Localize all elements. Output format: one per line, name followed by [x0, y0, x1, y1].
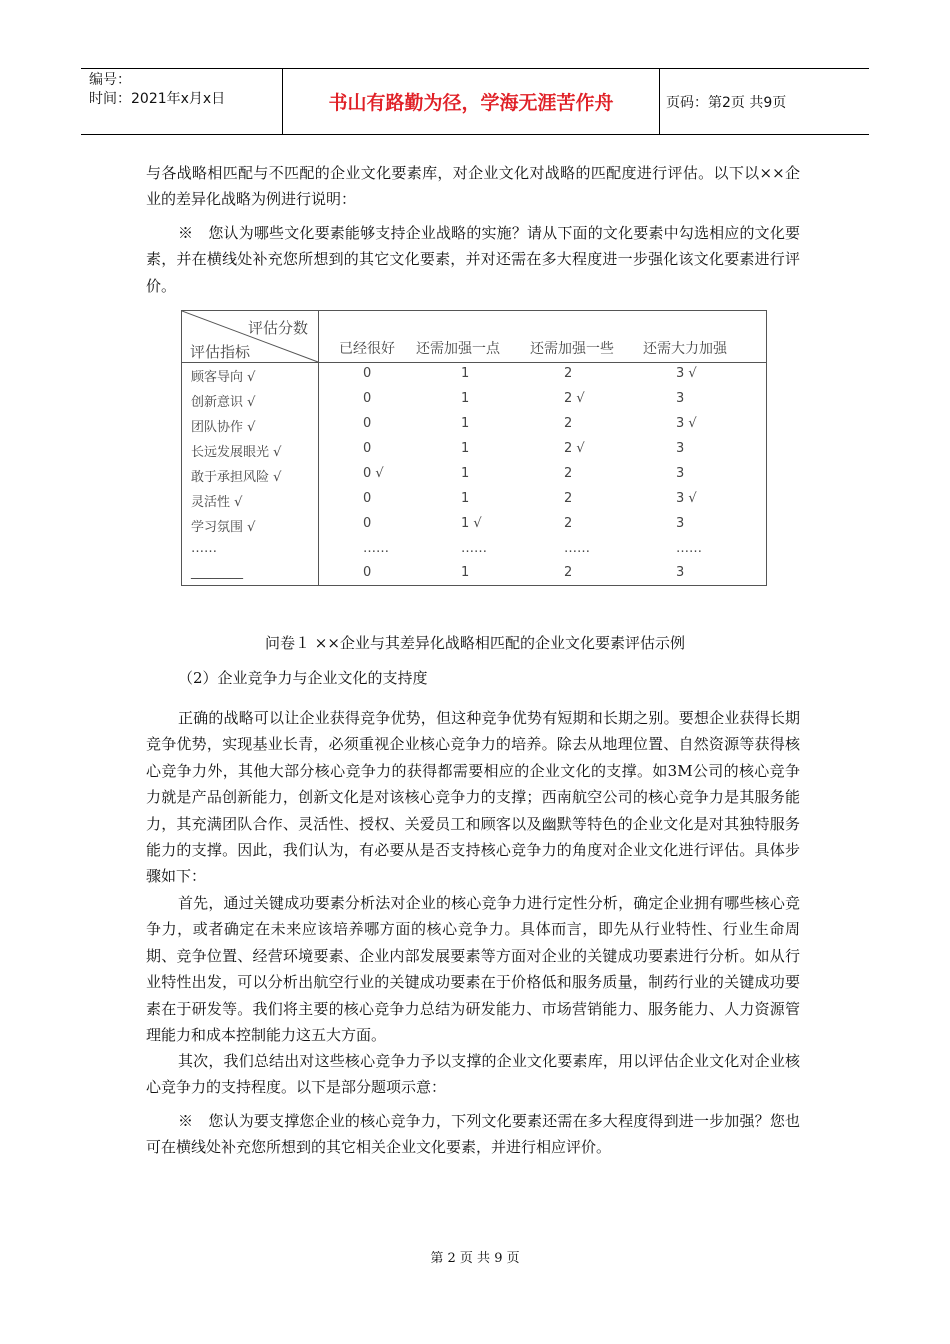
cell-score: 0	[363, 391, 372, 406]
table-row	[182, 366, 766, 391]
section-title: （2）企业竞争力与企业文化的支持度	[178, 669, 428, 687]
cell-score: 3 √	[676, 366, 697, 381]
page-header	[81, 68, 869, 135]
cell-score: 2	[564, 516, 573, 531]
cell-score: 2	[564, 416, 573, 431]
cell-score: 1	[461, 565, 470, 580]
cell-score: 0	[363, 516, 372, 531]
cell-score: 0	[363, 366, 372, 381]
cell-score: 2	[564, 466, 573, 481]
row-indicator: 创新意识 √	[191, 395, 256, 410]
cell-score: 0	[363, 565, 372, 580]
cell-score: 3 √	[676, 416, 697, 431]
cell-score: ……	[461, 541, 487, 556]
table-row	[182, 541, 766, 566]
cell-score: 3	[676, 565, 685, 580]
header-motto: 书山有路勤为径，学海无涯苦作舟	[283, 69, 660, 134]
cell-score: 3	[676, 466, 685, 481]
paragraph-4: 其次，我们总结出对这些核心竞争力予以支撑的企业文化要素库，用以评估企业文化对企业核心竞争力的支持程度。以下是部分题项示意：	[146, 1052, 800, 1097]
column-header-need-some: 还需加强一些	[530, 341, 614, 357]
header-page-number: 页码：第2页 共9页	[666, 94, 787, 111]
table-caption: 问卷１ ××企业与其差异化战略相匹配的企业文化要素评估示例	[265, 634, 685, 652]
cell-score: 0	[363, 416, 372, 431]
cell-score: 2 √	[564, 391, 585, 406]
cell-score: 1	[461, 366, 470, 381]
cell-score: 3	[676, 441, 685, 456]
table-row	[182, 416, 766, 441]
evaluation-table	[181, 310, 767, 586]
cell-score: 0 √	[363, 466, 384, 481]
cell-score: ……	[676, 541, 702, 556]
table-row	[182, 516, 766, 541]
cell-score: 0	[363, 441, 372, 456]
table-row	[182, 441, 766, 466]
column-header-very-good: 已经很好	[339, 341, 395, 357]
column-header-need-much: 还需大力加强	[643, 341, 727, 357]
cell-score: 1	[461, 416, 470, 431]
cell-score: 3 √	[676, 491, 697, 506]
row-indicator: 灵活性 √	[191, 495, 243, 510]
cell-score: 3	[676, 516, 685, 531]
row-indicator: 敢于承担风险 √	[191, 470, 282, 485]
table-header-index: 评估指标	[190, 343, 251, 361]
cell-score: 0	[363, 491, 372, 506]
cell-score: 1	[461, 391, 470, 406]
paragraph-2: 正确的战略可以让企业获得竞争优势，但这种竞争优势有短期和长期之别。要想企业获得长期竞争优势，实现基业长青，必须重视企业核心竞争力的培养。除去从地理位置、自然资源等获得核心竞争力外，其他大部分核心竞争力的获得都需要相应的企业文化的支撑。如3M公司的核心竞争力就是产品创新能力，创新文化是对该核心竞争力的支撑；西南航空公司的核心竞争力是其服务能力，其充满团队合作、灵活性、授权、关爱员工和顾客以及幽默等特色的企业文化是对其独特服务能力的支撑。因此，我们认为，有必要从是否支持核心竞争力的角度对企业文化进行评估。具体步骤如下：	[146, 709, 800, 886]
table-row	[182, 565, 766, 590]
table-row	[182, 466, 766, 491]
question-2: ※ 您认为要支撑您企业的核心竞争力，下列文化要素还需在多大程度得到进一步加强？您也可在横线处补充您所想到的其它相关企业文化要素，并进行相应评价。	[146, 1112, 800, 1157]
row-indicator: 学习氛围 √	[191, 520, 256, 535]
row-indicator: 顾客导向 √	[191, 370, 256, 385]
page-footer: 第 2 页 共 9 页	[430, 1251, 520, 1266]
header-info	[81, 69, 283, 134]
table-row	[182, 491, 766, 516]
cell-score: ……	[564, 541, 590, 556]
document-time-label: 时间：2021年x月x日	[89, 91, 226, 107]
cell-score: 1	[461, 491, 470, 506]
cell-score: 2 √	[564, 441, 585, 456]
table-row	[182, 391, 766, 416]
cell-score: 1 √	[461, 516, 482, 531]
cell-score: 2	[564, 366, 573, 381]
row-indicator: ……	[191, 541, 217, 556]
cell-score: 2	[564, 491, 573, 506]
table-header-divider	[182, 362, 766, 363]
paragraph-3: 首先，通过关键成功要素分析法对企业的核心竞争力进行定性分析，确定企业拥有哪些核心竞争力，或者确定在未来应该培养哪方面的核心竞争力。具体而言，即先从行业特性、行业生命周期、竞争位置、经营环境要素、企业内部发展要素等方面对企业的关键成功要素进行分析。如从行业特性出发，可以分析出航空行业的关键成功要素在于价格低和服务质量，制药行业的关键成功要素在于研发等。我们将主要的核心竞争力总结为研发能力、市场营销能力、服务能力、人力资源管理能力和成本控制能力这五大方面。	[146, 894, 800, 1045]
cell-score: 1	[461, 441, 470, 456]
row-indicator: 团队协作 √	[191, 420, 256, 435]
intro-paragraph: 与各战略相匹配与不匹配的企业文化要素库，对企业文化对战略的匹配度进行评估。以下以××企业的差异化战略为例进行说明：	[146, 164, 800, 209]
document-number-label: 编号：	[89, 72, 131, 88]
row-indicator: 长远发展眼光 √	[191, 445, 282, 460]
question-1: ※ 您认为哪些文化要素能够支持企业战略的实施？请从下面的文化要素中勾选相应的文化要素，并在横线处补充您所想到的其它文化要素，并对还需在多大程度进一步强化该文化要素进行评价。	[146, 224, 800, 295]
cell-score: 3	[676, 391, 685, 406]
cell-score: 2	[564, 565, 573, 580]
row-indicator-blank: ________	[191, 565, 243, 580]
cell-score: ……	[363, 541, 389, 556]
cell-score: 1	[461, 466, 470, 481]
column-header-need-little: 还需加强一点	[416, 341, 500, 357]
table-header-score: 评估分数	[248, 319, 309, 337]
